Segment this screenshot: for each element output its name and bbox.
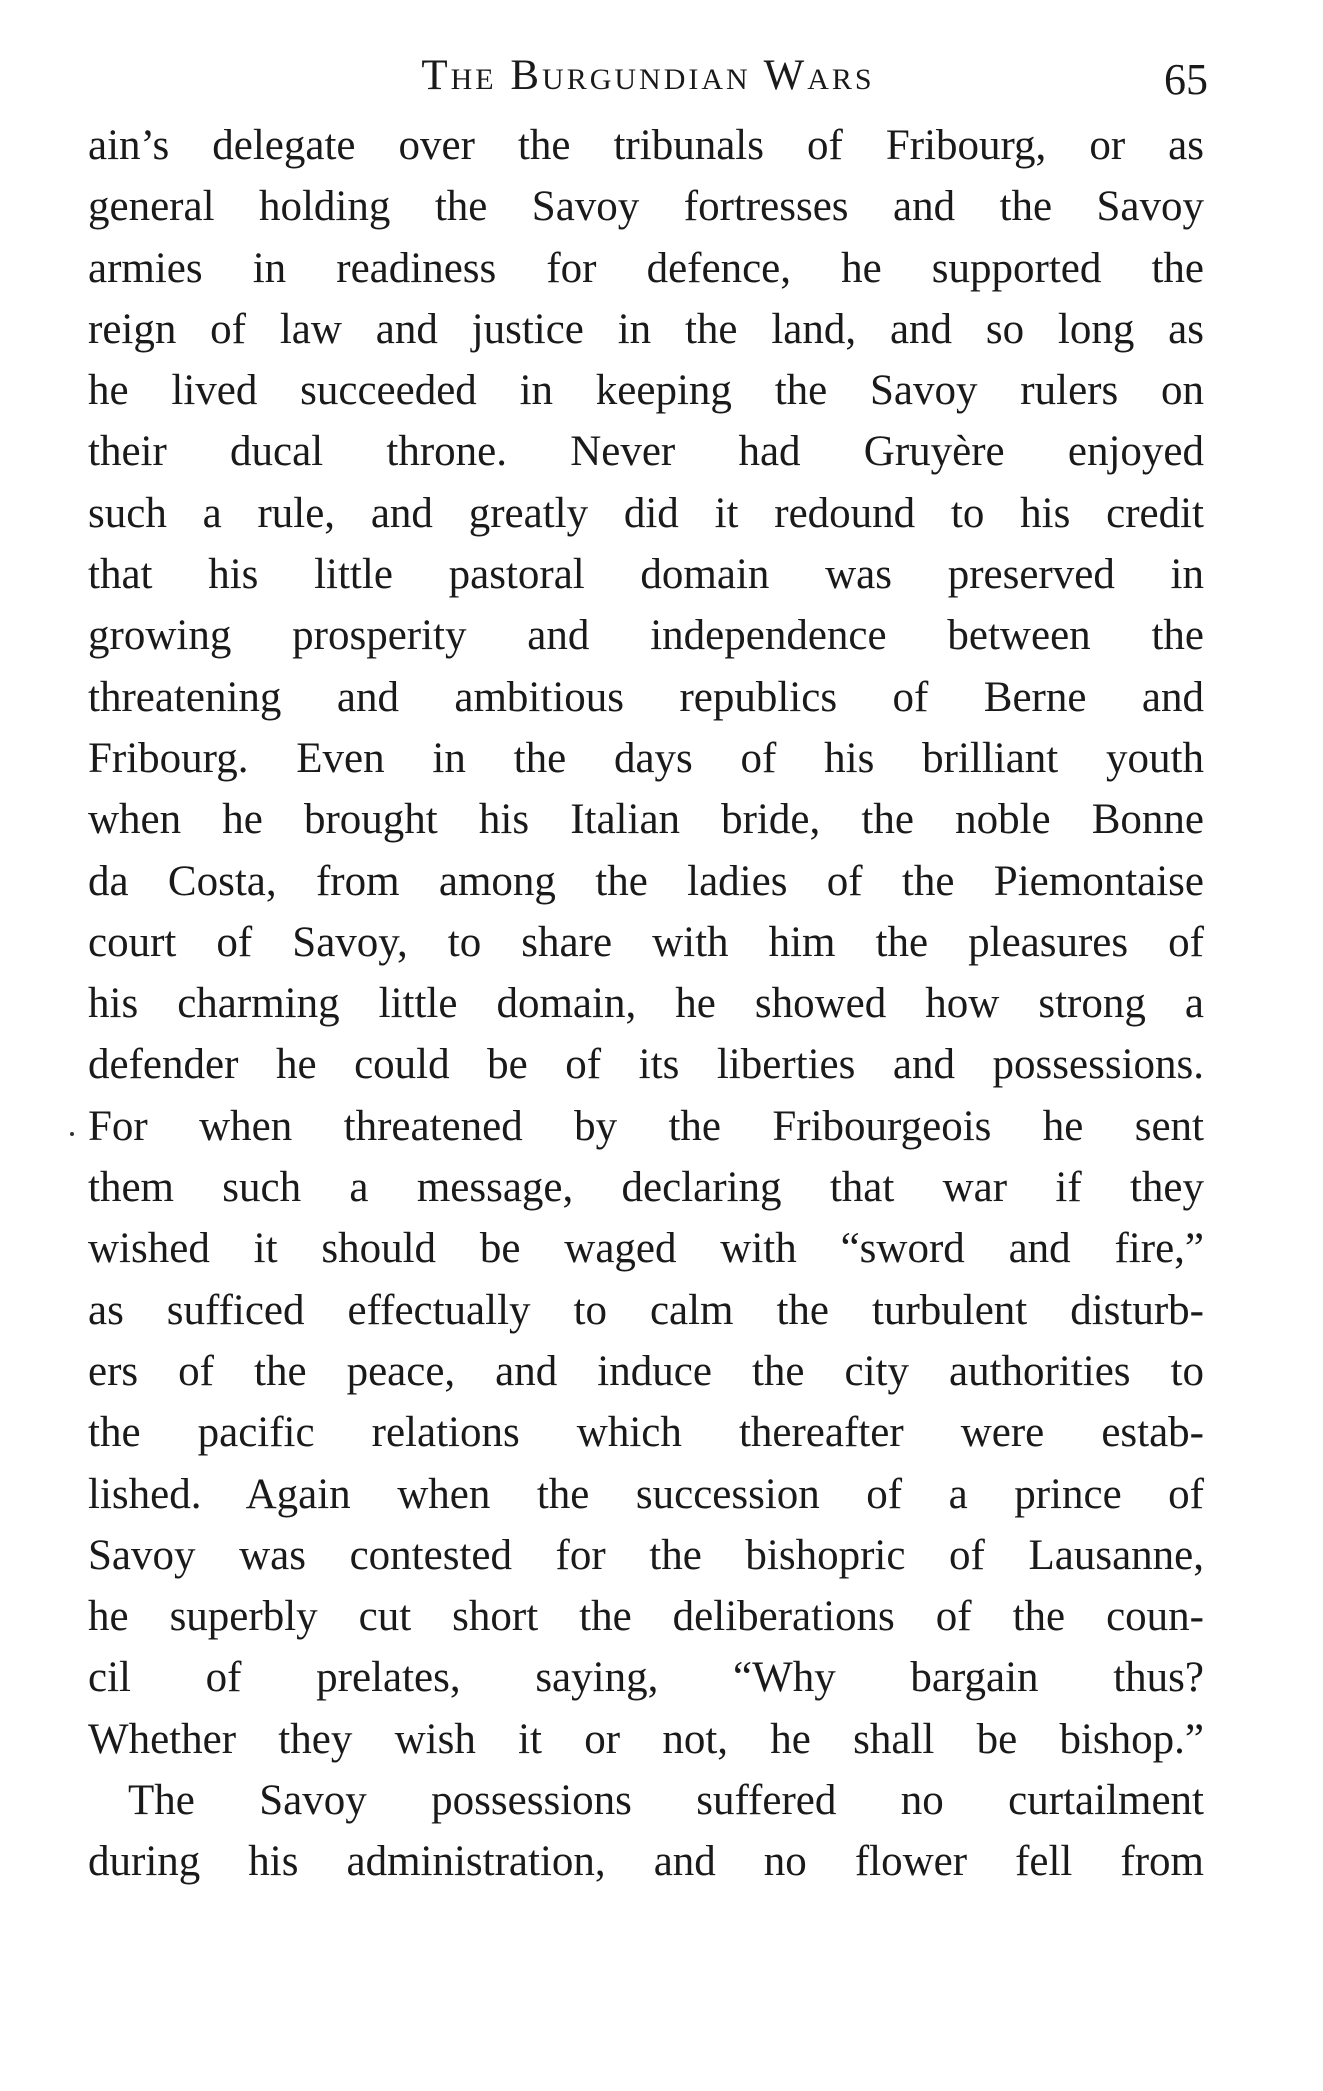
text-line: Savoy was contested for the bishopric of Lausanne, [88,1531,1204,1579]
text-line: Fribourg. Even in the days of his brilliant youth [88,734,1204,782]
text-line: that his little pastoral domain was preserved in [88,551,1204,599]
text-line: growing prosperity and independence between the [88,612,1204,660]
page-number: 65 [1164,55,1208,104]
print-speck [70,1132,74,1136]
text-line: the pacific relations which thereafter were estab- [88,1409,1204,1457]
text-line: ers of the peace, and induce the city authorities to [88,1347,1204,1395]
running-title: The Burgundian Wars [421,52,875,99]
text-line: when he brought his Italian bride, the noble Bonne [88,796,1204,844]
text-line: wished it should be waged with “sword and fire,” [88,1225,1204,1273]
text-line: court of Savoy, to share with him the pleasures of [88,918,1204,966]
text-line: The Savoy possessions suffered no curtailment [128,1777,1204,1825]
text-line: he lived succeeded in keeping the Savoy rulers on [88,367,1204,415]
text-line: ain’s delegate over the tribunals of Fribourg, or as [88,122,1204,169]
text-line: during his administration, and no flower fell from [88,1838,1204,1886]
paragraph-1 [88,115,1204,1770]
text-line: reign of law and justice in the land, and so long as [88,305,1204,353]
paragraph-2 [88,1770,1204,1893]
text-line: as sufficed effectually to calm the turbulent disturb- [88,1286,1204,1334]
text-line: general holding the Savoy fortresses and the Savoy [88,183,1204,231]
text-line: da Costa, from among the ladies of the Piemontaise [88,857,1204,905]
text-line: he superbly cut short the deliberations of the coun- [88,1593,1204,1641]
text-line: For when threatened by the Fribourgeois he sent [88,1102,1204,1150]
body-text [88,115,1204,1893]
text-line: Whether they wish it or not, he shall be bishop.” [88,1715,1204,1763]
text-line: threatening and ambitious republics of Berne and [88,673,1204,721]
text-line: lished. Again when the succession of a prince of [88,1470,1204,1518]
running-head [88,46,1208,106]
text-line: armies in readiness for defence, he supported the [88,244,1204,292]
text-line: their ducal throne. Never had Gruyère enjoyed [88,428,1204,476]
text-line: cil of prelates, saying, “Why bargain thus? [88,1654,1204,1702]
text-line: his charming little domain, he showed how strong a [88,980,1204,1028]
text-line: them such a message, declaring that war if they [88,1164,1204,1212]
text-line: such a rule, and greatly did it redound to his credit [88,489,1204,537]
text-line: defender he could be of its liberties and possessions. [88,1041,1204,1089]
